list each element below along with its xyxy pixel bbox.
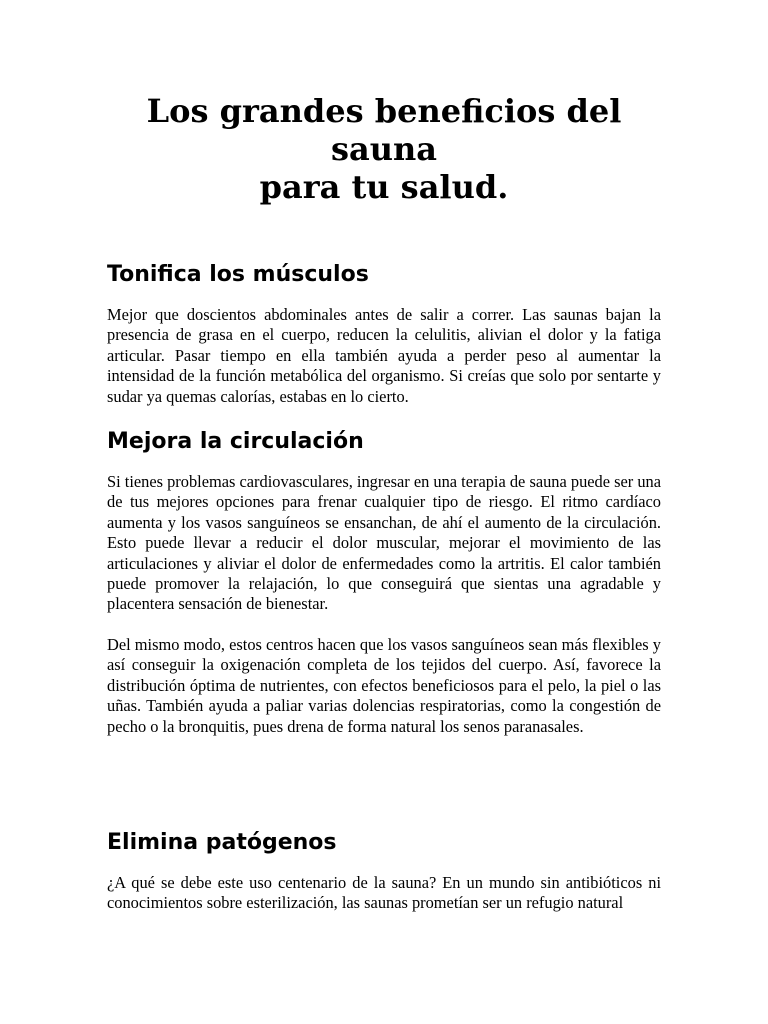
section-paragraph-circulacion-1: Si tienes problemas cardiovasculares, ingresar en una terapia de sauna puede ser una de tus mejores opciones para frenar cualquier tipo de riesgo. El ritmo cardíaco aumenta y los vasos sanguíneos se ensanchan, de ahí el aumento de la circulación. Esto puede llevar a reducir el dolor muscular, mejorar el movimiento de las articulaciones y aliviar el dolor de enfermedades como la artritis. El calor también puede promover la relajación, lo que conseguirá que sientas una agradable y placentera sensación de bienestar. [107,472,661,614]
title-line-2: sauna [330,130,437,168]
section-heading-tonifica: Tonifica los músculos [107,262,369,287]
section-paragraph-patogenos: ¿A qué se debe este uso centenario de la sauna? En un mundo sin antibióticos ni conocimientos sobre esterilización, las saunas prometían ser un refugio natural [107,873,661,913]
document-title [107,92,661,206]
section-heading-circulacion: Mejora la circulación [107,429,364,454]
title-line-3: para tu salud. [259,168,509,206]
section-paragraph-tonifica: Mejor que doscientos abdominales antes de salir a correr. Las saunas bajan la presencia de grasa en el cuerpo, reducen la celulitis, alivian el dolor y la fatiga articular. Pasar tiempo en ella también ayuda a perder peso al aumentar la intensidad de la función metabólica del organismo. Si creías que solo por sentarte y sudar ya quemas calorías, estabas en lo cierto. [107,305,661,406]
title-line-1: Los grandes beneficios del [146,92,622,130]
document-page [107,0,661,1024]
section-paragraph-circulacion-2: Del mismo modo, estos centros hacen que los vasos sanguíneos sean más flexibles y así conseguir la oxigenación completa de los tejidos del cuerpo. Así, favorece la distribución óptima de nutrientes, con efectos beneficiosos para el pelo, la piel o las uñas. También ayuda a paliar varias dolencias respiratorias, como la congestión de pecho o la bronquitis, pues drena de forma natural los senos paranasales. [107,635,661,736]
section-heading-patogenos: Elimina patógenos [107,830,337,855]
